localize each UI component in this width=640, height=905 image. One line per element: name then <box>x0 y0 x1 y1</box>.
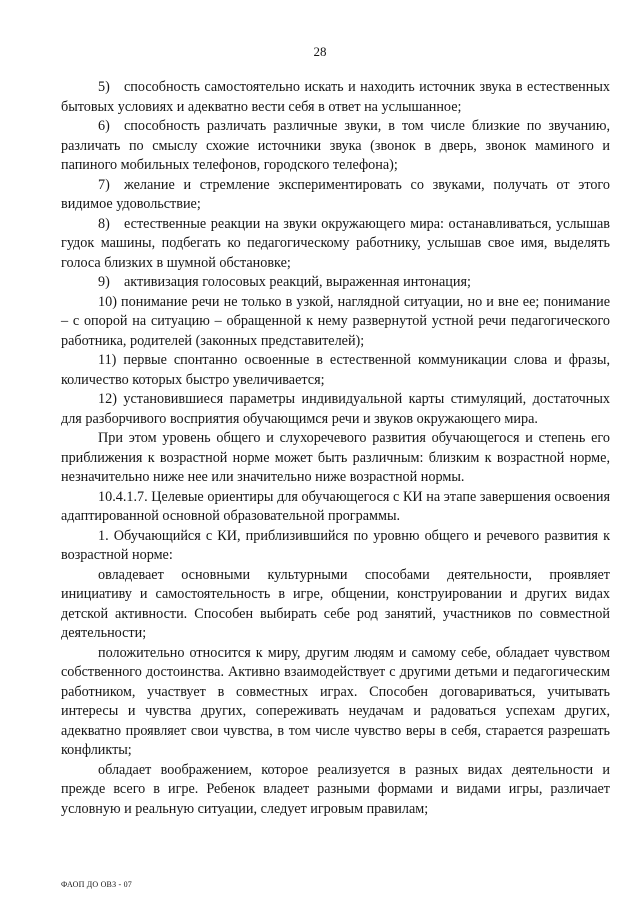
page-number: 28 <box>313 44 327 59</box>
paragraph: 8) естественные реакции на звуки окружающего мира: останавливаться, услышав гудок машины, подбегать ко педагогическому работнику, услышав свое имя, выделять голоса близких в шумной обстановке; <box>61 215 610 271</box>
page-footer: ФАОП ДО ОВЗ - 07 <box>61 880 132 889</box>
document-body <box>61 78 610 819</box>
paragraph: 11) первые спонтанно освоенные в естественной коммуникации слова и фразы, количество которых быстро увеличивается; <box>61 352 610 388</box>
paragraph: обладает воображением, которое реализуется в разных видах деятельности и прежде всего в игре. Ребенок владеет разными формами и видами игры, различает условную и реальную ситуации, следует игровым правилам; <box>61 761 610 817</box>
paragraph: 10.4.1.7. Целевые ориентиры для обучающегося с КИ на этапе завершения освоения адаптированной основной образовательной программы. <box>61 488 610 524</box>
paragraph: При этом уровень общего и слухоречевого развития обучающегося и степень его приближения к возрастной норме может быть различным: близким к возрастной норме, незначительно ниже нее или значительно ниже возрастной нормы. <box>61 430 610 485</box>
paragraph: 5) способность самостоятельно искать и находить источник звука в естественных бытовых условиях и адекватно вести себя в ответ на услышанное; <box>61 79 610 115</box>
paragraph: 12) установившиеся параметры индивидуальной карты стимуляций, достаточных для разборчивого восприятия обучающимся речи и звуков окружающего мира. <box>61 391 610 427</box>
paragraph: овладевает основными культурными способами деятельности, проявляет инициативу и самостоятельность в игре, общении, конструировании и других видах детской активности. Способен выбирать себе род занятий, участников по совместной деятельности; <box>61 566 610 641</box>
paragraph: положительно относится к миру, другим людям и самому себе, обладает чувством собственного достоинства. Активно взаимодействует с другими детьми и педагогическим работником, участвует в совместных играх. Способен договариваться, учитывать интересы и чувства других, сопереживать неудачам и радоваться успехам других, адекватно проявляет свои чувства, в том числе чувство веры в себя, старается разрешать конфликты; <box>61 644 610 758</box>
paragraph: 9) активизация голосовых реакций, выраженная интонация; <box>98 274 471 290</box>
paragraph: 1. Обучающийся с КИ, приблизившийся по уровню общего и речевого развития к возрастной норме: <box>61 527 610 563</box>
paragraph: 7) желание и стремление экспериментировать со звуками, получать от этого видимое удовольствие; <box>61 176 610 212</box>
paragraph: 10) понимание речи не только в узкой, наглядной ситуации, но и вне ее; понимание – с опорой на ситуацию – обращенной к нему развернутой устной речи педагогического работника, родителей (законных представителей); <box>61 293 610 349</box>
paragraph: 6) способность различать различные звуки, в том числе близкие по звучанию, различать по смыслу схожие источники звука (звонок в дверь, звонок маминого и папиного мобильных телефонов, городского телефона); <box>61 118 610 173</box>
